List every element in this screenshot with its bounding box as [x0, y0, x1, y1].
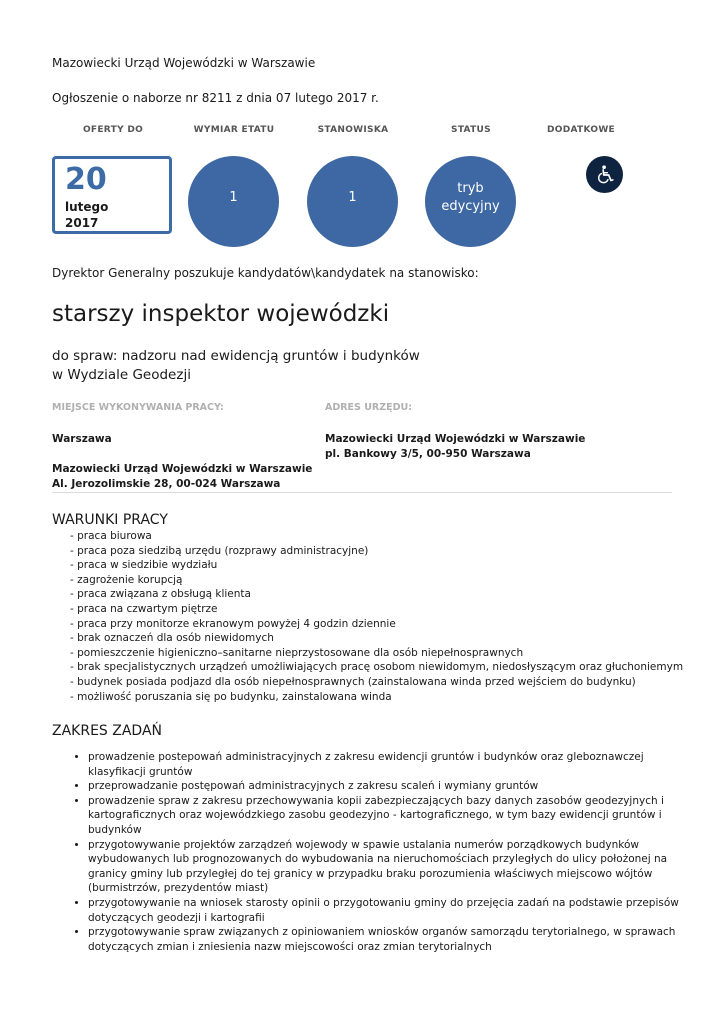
- deadline-month: lutego: [65, 200, 109, 214]
- etat-circle: [188, 156, 279, 247]
- work-office: [52, 462, 312, 492]
- tasks-list: [74, 750, 688, 954]
- work-place-label: MIEJSCE WYKONYWANIA PRACY:: [52, 402, 224, 413]
- positions-value: 1: [348, 189, 357, 205]
- office-address-street: pl. Bankowy 3/5, 00-950 Warszawa: [325, 448, 531, 460]
- wheelchair-glyph: [594, 164, 616, 186]
- wheelchair-icon: [586, 156, 623, 193]
- section-divider: [52, 492, 672, 493]
- deadline-year: 2017: [65, 216, 99, 230]
- work-city: Warszawa: [52, 433, 112, 445]
- status-line-2: edycyjny: [441, 198, 500, 214]
- work-office-name: Mazowiecki Urząd Wojewódzki w Warszawie: [52, 463, 313, 475]
- list-item: • przygotowywanie projektów zarządzeń wojewody w spawie ustalania numerów porządkowych budynków wybudowanych lub prognozowanych do wybudowania na nieruchomościach przyległych do ulicy położonej na granicy gminy lub przyległej do tej granicy w przypadku braku porozumienia właściwych miejscowo wójtów (burmistrzów, prezydentów miast): [88, 838, 688, 896]
- list-item: - praca związana z obsługą klienta: [70, 588, 251, 601]
- announcement-number: Ogłoszenie o naborze nr 8211 z dnia 07 lutego 2017 r.: [52, 91, 379, 105]
- position-subtitle: [52, 347, 420, 385]
- list-item: • prowadzenie postepowań administracyjnych z zakresu ewidencji gruntów i budynków oraz gleboznawczej klasyfikacji gruntów: [88, 750, 688, 779]
- list-item: • przygotowywanie spraw związanych z opiniowaniem wniosków organów samorządu terytorialnego, w sprawach dotyczących zmian i zniesienia nazw miejscowości oraz zmian terytorialnych: [88, 925, 688, 954]
- office-address-label: ADRES URZĘDU:: [325, 402, 412, 413]
- header-status: STATUS: [451, 125, 491, 135]
- conditions-heading: WARUNKI PRACY: [52, 512, 168, 528]
- header-positions: STANOWISKA: [317, 125, 389, 135]
- deadline-box: [52, 156, 172, 234]
- header-extra: DODATKOWE: [547, 125, 615, 135]
- tasks-heading: ZAKRES ZADAŃ: [52, 723, 163, 739]
- header-offers-until: OFERTY DO: [82, 125, 144, 135]
- position-title: starszy inspektor wojewódzki: [52, 301, 390, 327]
- office-name: Mazowiecki Urząd Wojewódzki w Warszawie: [52, 56, 316, 70]
- list-item: • przeprowadzanie postępowań administracyjnych z zakresu scaleń i wymiany gruntów: [88, 779, 688, 794]
- list-item: • przygotowywanie na wniosek starosty opinii o przygotowaniu gminy do przejęcia zadań na podstawie przepisów dotyczących geodezji i kartografii: [88, 896, 688, 925]
- list-item: - praca przy monitorze ekranowym powyżej 4 godzin dziennie: [70, 617, 396, 630]
- list-item: - praca na czwartym piętrze: [70, 602, 218, 615]
- list-item: - praca w siedzibie wydziału: [70, 559, 218, 572]
- position-department: w Wydziale Geodezji: [52, 367, 191, 383]
- list-item: - budynek posiada podjazd dla osób niepełnosprawnych (zainstalowana winda przed wejściem do budynku): [70, 675, 636, 688]
- work-office-address: Al. Jerozolimskie 28, 00-024 Warszawa: [52, 478, 281, 490]
- office-address: [325, 432, 585, 462]
- list-item: - praca biurowa: [70, 530, 152, 542]
- header-etat: WYMIAR ETATU: [193, 125, 275, 135]
- conditions-list: [70, 529, 683, 704]
- deadline-day: 20: [65, 162, 107, 197]
- etat-value: 1: [229, 189, 238, 205]
- status-circle: [425, 156, 516, 247]
- list-item: - zagrożenie korupcją: [70, 573, 183, 586]
- list-item: • prowadzenie spraw z zakresu przechowywania kopii zabezpieczających bazy danych zasobów geodezyjnych i kartograficznych oraz wojewódzkiego zasobu geodezyjno - kartograficznego, w tym bazy ewidencji gruntów i budynków: [88, 794, 688, 838]
- list-item: - możliwość poruszania się po budynku, zainstalowana winda: [70, 690, 392, 703]
- list-item: - brak specjalistycznych urządzeń umożliwiających pracę osobom niewidomym, niedosłyszącym oraz głuchoniemym: [70, 661, 684, 674]
- list-item: - praca poza siedzibą urzędu (rozprawy administracyjne): [70, 544, 369, 557]
- status-line-1: tryb: [457, 180, 484, 196]
- office-address-name: Mazowiecki Urząd Wojewódzki w Warszawie: [325, 433, 586, 445]
- list-item: - pomieszczenie higieniczno–sanitarne nieprzystosowane dla osób niepełnosprawnych: [70, 646, 524, 659]
- position-scope: do spraw: nadzoru nad ewidencją gruntów i budynków: [52, 348, 420, 364]
- director-intro: Dyrektor Generalny poszukuje kandydatów\kandydatek na stanowisko:: [52, 266, 479, 280]
- positions-circle: [307, 156, 398, 247]
- list-item: - brak oznaczeń dla osób niewidomych: [70, 632, 274, 645]
